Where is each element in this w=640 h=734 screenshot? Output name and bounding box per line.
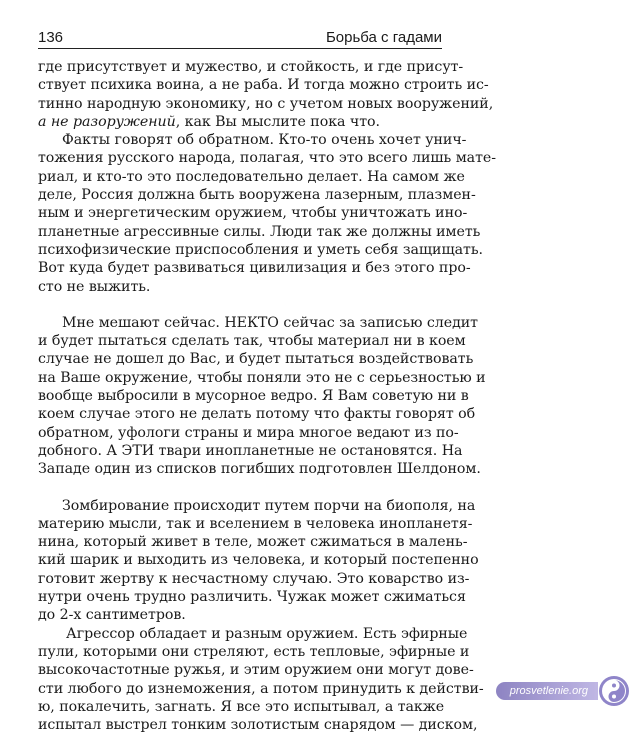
paragraph-gap — [38, 479, 442, 497]
page-number: 136 — [38, 29, 64, 46]
body-text — [38, 58, 496, 734]
text-line: ствует психика воина, а не раба. И тогда можно строить ис- — [38, 77, 489, 94]
paragraph — [38, 497, 479, 625]
paragraph — [38, 58, 494, 131]
text-line: Агрессор обладает и разным оружием. Есть эфирные — [66, 625, 468, 642]
text-line: Западе один из списков погибших подготовлен Шелдоном. — [38, 461, 481, 478]
text-line: планетные агрессивные силы. Люди так же должны иметь — [38, 223, 481, 240]
text-line: психофизические приспособления и уметь себя защищать. — [38, 241, 483, 258]
text-line: коем случае этого не делать потому что факты говорят об — [38, 406, 476, 423]
text-line: Зомбирование происходит путем порчи на биополя, на — [62, 497, 476, 514]
text-line: тожения русского народа, полагая, что это всего лишь мате- — [38, 150, 496, 167]
text-line: деле, Россия должна быть вооружена лазерным, плазмен- — [38, 187, 476, 204]
text-line: ю, покалечить, загнать. Я все это испытывал, а также — [38, 698, 445, 715]
text-run: , как Вы мыслите пока что. — [175, 113, 380, 130]
text-line: высокочастотные ружья, и этим оружием они могут дове- — [38, 662, 474, 679]
text-line: и будет пытаться сделать так, чтобы материал ни в коем — [38, 333, 466, 350]
italic-phrase: а не разоружений — [38, 113, 176, 130]
text-line: кий шарик и выходить из человека, и который постепенно — [38, 552, 479, 569]
watermark — [496, 675, 630, 707]
text-line: Мне мешают сейчас. НЕКТО сейчас за записью следит — [62, 314, 478, 331]
text-line: нина, который живет в теле, может сжиматься в малень- — [38, 534, 468, 551]
running-header — [38, 28, 442, 49]
paragraph — [38, 314, 486, 479]
paragraph-gap — [38, 296, 442, 314]
text-line: сто не выжить. — [38, 278, 151, 295]
text-line: материю мысли, так и вселением в человека инопланетя- — [38, 515, 473, 532]
text-line: до 2-х сантиметров. — [38, 607, 186, 624]
watermark-text: prosvetlenie.org — [496, 682, 598, 700]
running-title: Борьба с гадами — [325, 29, 442, 46]
text-line: тинно народную экономику, но с учетом новых вооружений, — [38, 95, 494, 112]
text-line: ным и энергетическим оружием, чтобы уничтожать ино- — [38, 205, 468, 222]
text-line: Факты говорят об обратном. Кто-то очень хочет унич- — [62, 132, 467, 149]
paragraph — [38, 131, 496, 296]
text-line: риал, и кто-то это последовательно делает. На самом же — [38, 168, 465, 185]
paragraph — [38, 625, 484, 734]
text-line: вообще выбросили в мусорное ведро. Я Вам советую ни в — [38, 388, 469, 405]
text-line: нутри очень трудно различить. Чужак может сжиматься — [38, 589, 466, 606]
text-line: сти любого до изнеможения, а потом принудить к действи- — [38, 680, 484, 697]
text-line — [38, 113, 442, 131]
text-line: случае не дошел до Вас, и будет пытаться воздействовать — [38, 351, 474, 368]
text-line: где присутствует и мужество, и стойкость, и где присут- — [38, 59, 464, 75]
text-line: пули, которыми они стреляют, есть тепловые, эфирные и — [38, 643, 470, 660]
text-line: Вот куда будет развиваться цивилизация и без этого про- — [38, 260, 471, 277]
text-line: на Ваше окружение, чтобы поняли это не с серьезностью и — [38, 369, 486, 386]
text-line: обратном, уфологи страны и мира многое ведают из по- — [38, 424, 459, 441]
text-line: готовит жертву к несчастному случаю. Это коварство из- — [38, 570, 470, 587]
text-line: испытал выстрел тонким золотистым снарядом — диском, — [38, 717, 478, 734]
text-line: добного. А ЭТИ твари инопланетные не остановятся. На — [38, 442, 463, 459]
yin-yang-like-swirl-icon — [598, 675, 630, 707]
